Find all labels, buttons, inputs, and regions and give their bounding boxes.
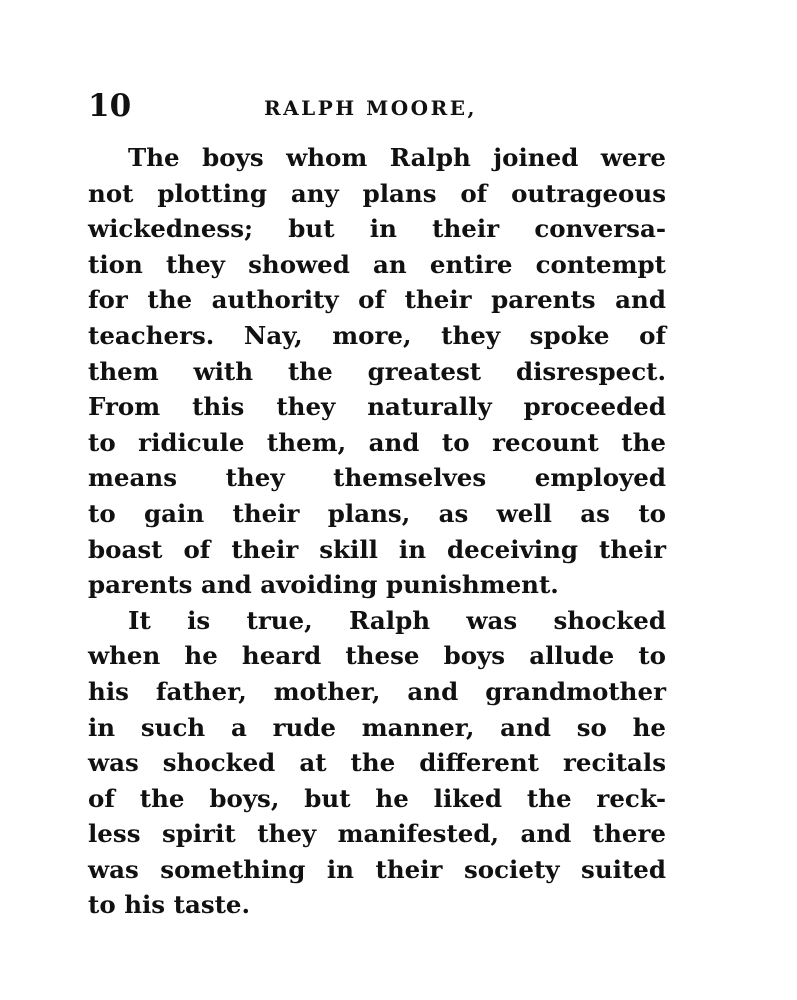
text-line: tion they showed an entire contempt bbox=[88, 249, 666, 279]
running-head: RALPH MOORE, bbox=[264, 96, 477, 120]
text-line: The boys whom Ralph joined were bbox=[128, 143, 666, 172]
text-line: his father, mother, and grandmother bbox=[88, 676, 666, 706]
text-line: in such a rude manner, and so he bbox=[88, 712, 666, 742]
text-line: when he heard these boys allude to bbox=[88, 641, 666, 671]
text-line: boast of their skill in deceiving their bbox=[88, 534, 666, 564]
text-line: It is true, Ralph was shocked bbox=[128, 605, 666, 635]
text-line: teachers. Nay, more, they spoke of bbox=[88, 320, 666, 350]
text-line: to his taste. bbox=[88, 890, 251, 920]
body-text bbox=[88, 140, 666, 923]
text-line: to ridicule them, and to recount the bbox=[88, 427, 666, 457]
text-line: of the boys, but he liked the reck- bbox=[88, 783, 666, 813]
text-line: wickedness; but in their conversa- bbox=[88, 214, 666, 244]
text-line: less spirit they manifested, and there bbox=[88, 819, 666, 849]
text-line: for the authority of their parents and bbox=[88, 285, 666, 315]
text-line: them with the greatest disrespect. bbox=[88, 356, 666, 386]
text-line: was shocked at the different recitals bbox=[88, 748, 666, 778]
text-line: From this they naturally proceeded bbox=[88, 392, 666, 422]
text-line: means they themselves employed bbox=[88, 463, 666, 493]
page-header bbox=[88, 86, 668, 126]
text-line: parents and avoiding punishment. bbox=[88, 570, 559, 600]
text-line: to gain their plans, as well as to bbox=[88, 498, 666, 528]
page-number: 10 bbox=[88, 88, 132, 124]
text-line: was something in their society suited bbox=[88, 854, 666, 884]
text-line: not plotting any plans of outrageous bbox=[88, 178, 666, 208]
